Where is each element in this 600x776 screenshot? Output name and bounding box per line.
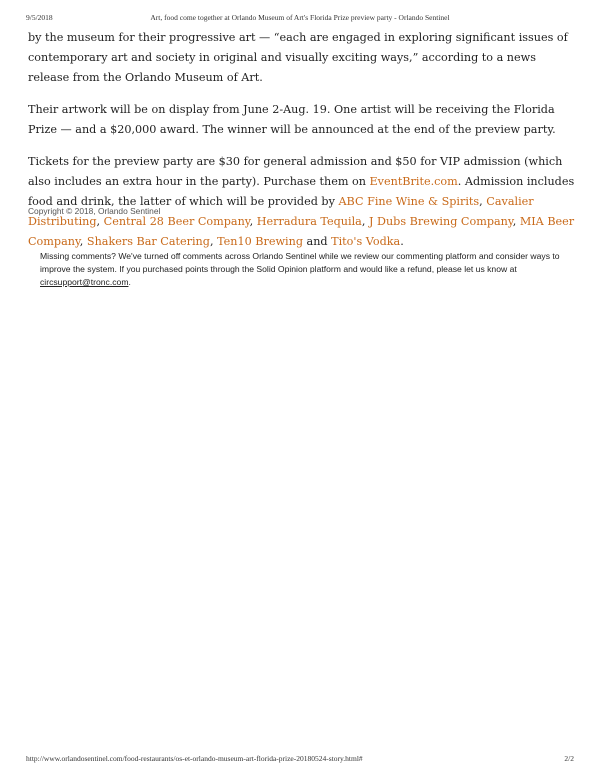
sponsor-link[interactable]: Tito's Vodka <box>331 235 401 248</box>
print-url: http://www.orlandosentinel.com/food-restaurants/os-et-orlando-museum-art-florida-prize-20180524-story.html# <box>26 754 363 763</box>
sponsor-separator: , <box>79 235 87 248</box>
article-paragraph-1: by the museum for their progressive art — “each are engaged in exploring significant issues of contemporary art and society in original and visually exciting ways,” according to a news release from the Orlando Museum of Art. <box>28 31 568 84</box>
article-paragraph-3 <box>28 152 578 252</box>
support-email-link[interactable]: circsupport@tronc.com <box>40 277 129 287</box>
eventbrite-link[interactable]: EventBrite.com <box>369 175 458 188</box>
copyright-notice: Copyright © 2018, Orlando Sentinel <box>28 206 161 216</box>
print-page-title: Art, food come together at Orlando Museum of Art's Florida Prize preview party - Orlando Sentinel <box>150 13 450 22</box>
print-footer <box>26 754 574 766</box>
sponsor-separator: , <box>512 215 520 228</box>
sponsor-link[interactable]: MIA Beer Company <box>28 215 575 248</box>
sponsor-and: and <box>302 235 332 248</box>
sponsor-separator: , <box>249 215 257 228</box>
comments-notice-end: . <box>128 277 131 287</box>
sponsor-link[interactable]: Cavalier Distributing <box>28 195 534 228</box>
sponsor-separator: , <box>209 235 218 248</box>
print-date: 9/5/2018 <box>26 13 53 22</box>
article-paragraph-2: Their artwork will be on display from June 2-Aug. 19. One artist will be receiving the Florida Prize — and a $20,000 award. The winner will be announced at the end of the preview party. <box>28 103 556 136</box>
sponsor-separator: , <box>96 215 104 228</box>
tickets-text: Tickets for the preview party are $30 for general admission and $50 for VIP admission (which also includes an extra hour in the party). Purchase them on <box>28 155 563 188</box>
admission-text: . Admission includes food and drink, the latter of which will be provided by <box>28 175 575 208</box>
sponsor-separator: , <box>479 195 487 208</box>
article-body <box>28 28 578 264</box>
sponsor-link[interactable]: ABC Fine Wine & Spirits <box>338 195 480 208</box>
sponsor-list-end: . <box>400 235 404 248</box>
comments-notice-text: Missing comments? We've turned off comments across Orlando Sentinel while we review our commenting platform and consider ways to improve the system. If you purchased points through the Solid Opinion platform and would like a refund, please let us know at <box>40 251 560 274</box>
sponsor-link[interactable]: Ten10 Brewing <box>217 235 303 248</box>
comments-notice <box>40 250 585 289</box>
print-header <box>26 13 574 25</box>
sponsor-link[interactable]: J Dubs Brewing Company <box>368 215 513 228</box>
sponsor-link[interactable]: Central 28 Beer Company <box>103 215 250 228</box>
sponsor-separator: , <box>361 215 369 228</box>
sponsor-link[interactable]: Herradura Tequila <box>256 215 362 228</box>
sponsor-link[interactable]: Shakers Bar Catering <box>86 235 210 248</box>
page-number: 2/2 <box>564 754 574 763</box>
